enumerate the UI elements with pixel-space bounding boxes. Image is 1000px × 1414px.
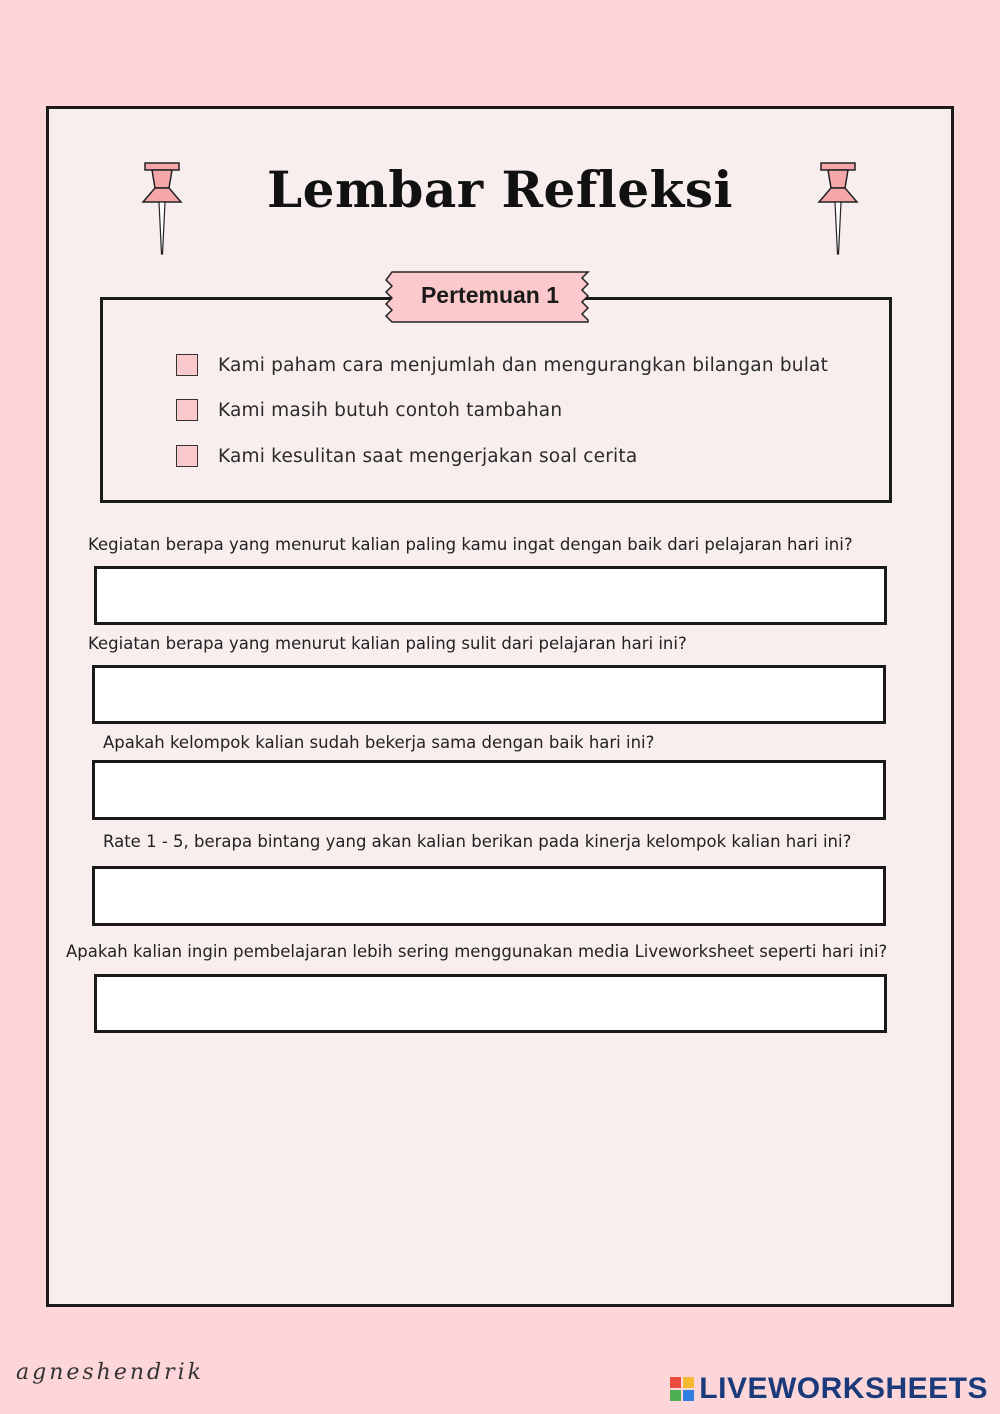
question-label: Apakah kelompok kalian sudah bekerja sama dengan baik hari ini? bbox=[103, 733, 655, 752]
checklist-option-label: Kami kesulitan saat mengerjakan soal cerita bbox=[218, 445, 638, 467]
liveworksheets-logo-icon bbox=[669, 1376, 695, 1402]
answer-field[interactable] bbox=[94, 974, 887, 1033]
checklist-option-label: Kami masih butuh contoh tambahan bbox=[218, 399, 563, 421]
answer-field[interactable] bbox=[94, 566, 887, 625]
question-label: Apakah kalian ingin pembelajaran lebih sering menggunakan media Liveworksheet seperti hari ini? bbox=[66, 942, 888, 961]
meeting-tag-label: Pertemuan 1 bbox=[420, 282, 560, 308]
author-signature: agneshendrik bbox=[16, 1360, 205, 1385]
checkbox[interactable] bbox=[176, 445, 198, 467]
question-label: Kegiatan berapa yang menurut kalian paling kamu ingat dengan baik dari pelajaran hari ini? bbox=[88, 535, 853, 554]
answer-field[interactable] bbox=[92, 866, 886, 926]
checklist-option[interactable] bbox=[176, 443, 637, 469]
checkbox[interactable] bbox=[176, 354, 198, 376]
meeting-tag bbox=[384, 270, 596, 324]
question-label: Kegiatan berapa yang menurut kalian paling sulit dari pelajaran hari ini? bbox=[88, 634, 687, 653]
checkbox[interactable] bbox=[176, 399, 198, 421]
answer-field[interactable] bbox=[92, 665, 886, 724]
page-title: Lembar Refleksi bbox=[267, 160, 733, 219]
liveworksheets-brand bbox=[669, 1372, 988, 1406]
question-label: Rate 1 - 5, berapa bintang yang akan kalian berikan pada kinerja kelompok kalian hari ini? bbox=[103, 832, 852, 851]
answer-field[interactable] bbox=[92, 760, 886, 820]
checklist-option[interactable] bbox=[176, 352, 828, 378]
checklist-option-label: Kami paham cara menjumlah dan mengurangkan bilangan bulat bbox=[218, 354, 829, 376]
checklist-option[interactable] bbox=[176, 397, 562, 423]
brand-name: LIVEWORKSHEETS bbox=[699, 1372, 988, 1405]
